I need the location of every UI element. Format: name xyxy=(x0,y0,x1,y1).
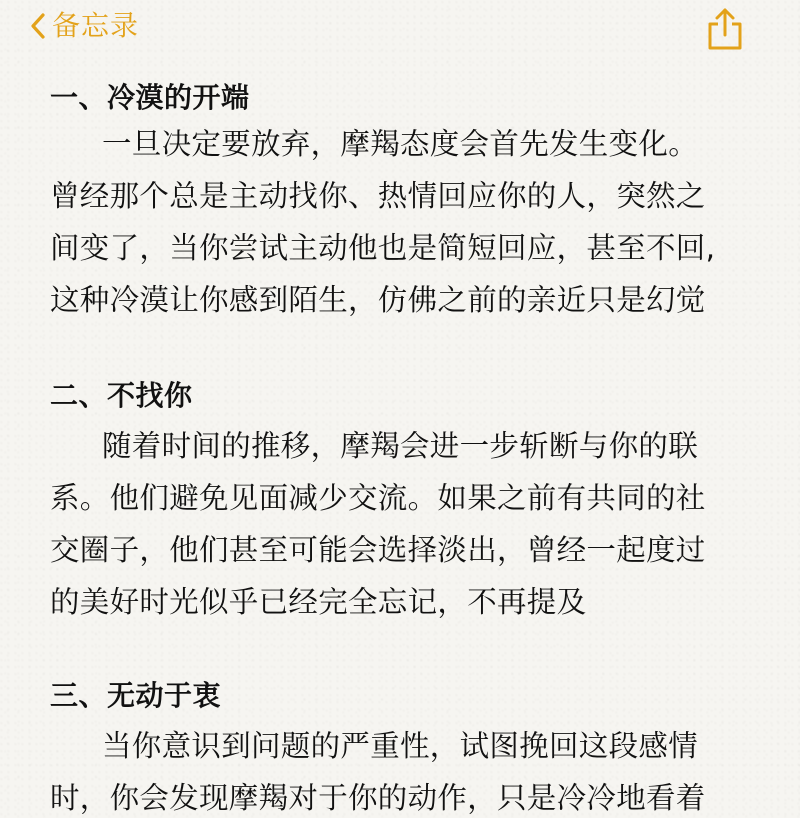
paragraph-line: 曾经那个总是主动找你、热情回应你的人，突然之 xyxy=(50,179,706,213)
paragraph-line: 一旦决定要放弃，摩羯态度会首先发生变化。 xyxy=(102,127,699,161)
paragraph-line: 这种冷漠让你感到陌生，仿佛之前的亲近只是幻觉 xyxy=(50,283,706,317)
paragraph-line: 交圈子，他们甚至可能会选择淡出，曾经一起度过 xyxy=(50,533,706,567)
paragraph-line: 随着时间的推移，摩羯会进一步斩断与你的联 xyxy=(102,429,699,463)
paragraph-line: 的美好时光似乎已经完全忘记，不再提及 xyxy=(50,585,587,619)
section-title: 二、不找你 xyxy=(50,379,193,412)
paragraph-line: 当你意识到问题的严重性，试图挽回这段感情 xyxy=(102,729,699,763)
back-label: 备忘录 xyxy=(52,9,140,42)
section-title: 一、冷漠的开端 xyxy=(50,81,250,114)
section-title: 三、无动于衷 xyxy=(50,679,222,712)
paragraph-line: 间变了，当你尝试主动他也是简短回应，甚至不回, xyxy=(50,231,716,265)
paragraph-line: 时，你会发现摩羯对于你的动作，只是冷冷地看着 xyxy=(50,781,706,815)
paragraph-line: 系。他们避免见面减少交流。如果之前有共同的社 xyxy=(50,481,706,515)
